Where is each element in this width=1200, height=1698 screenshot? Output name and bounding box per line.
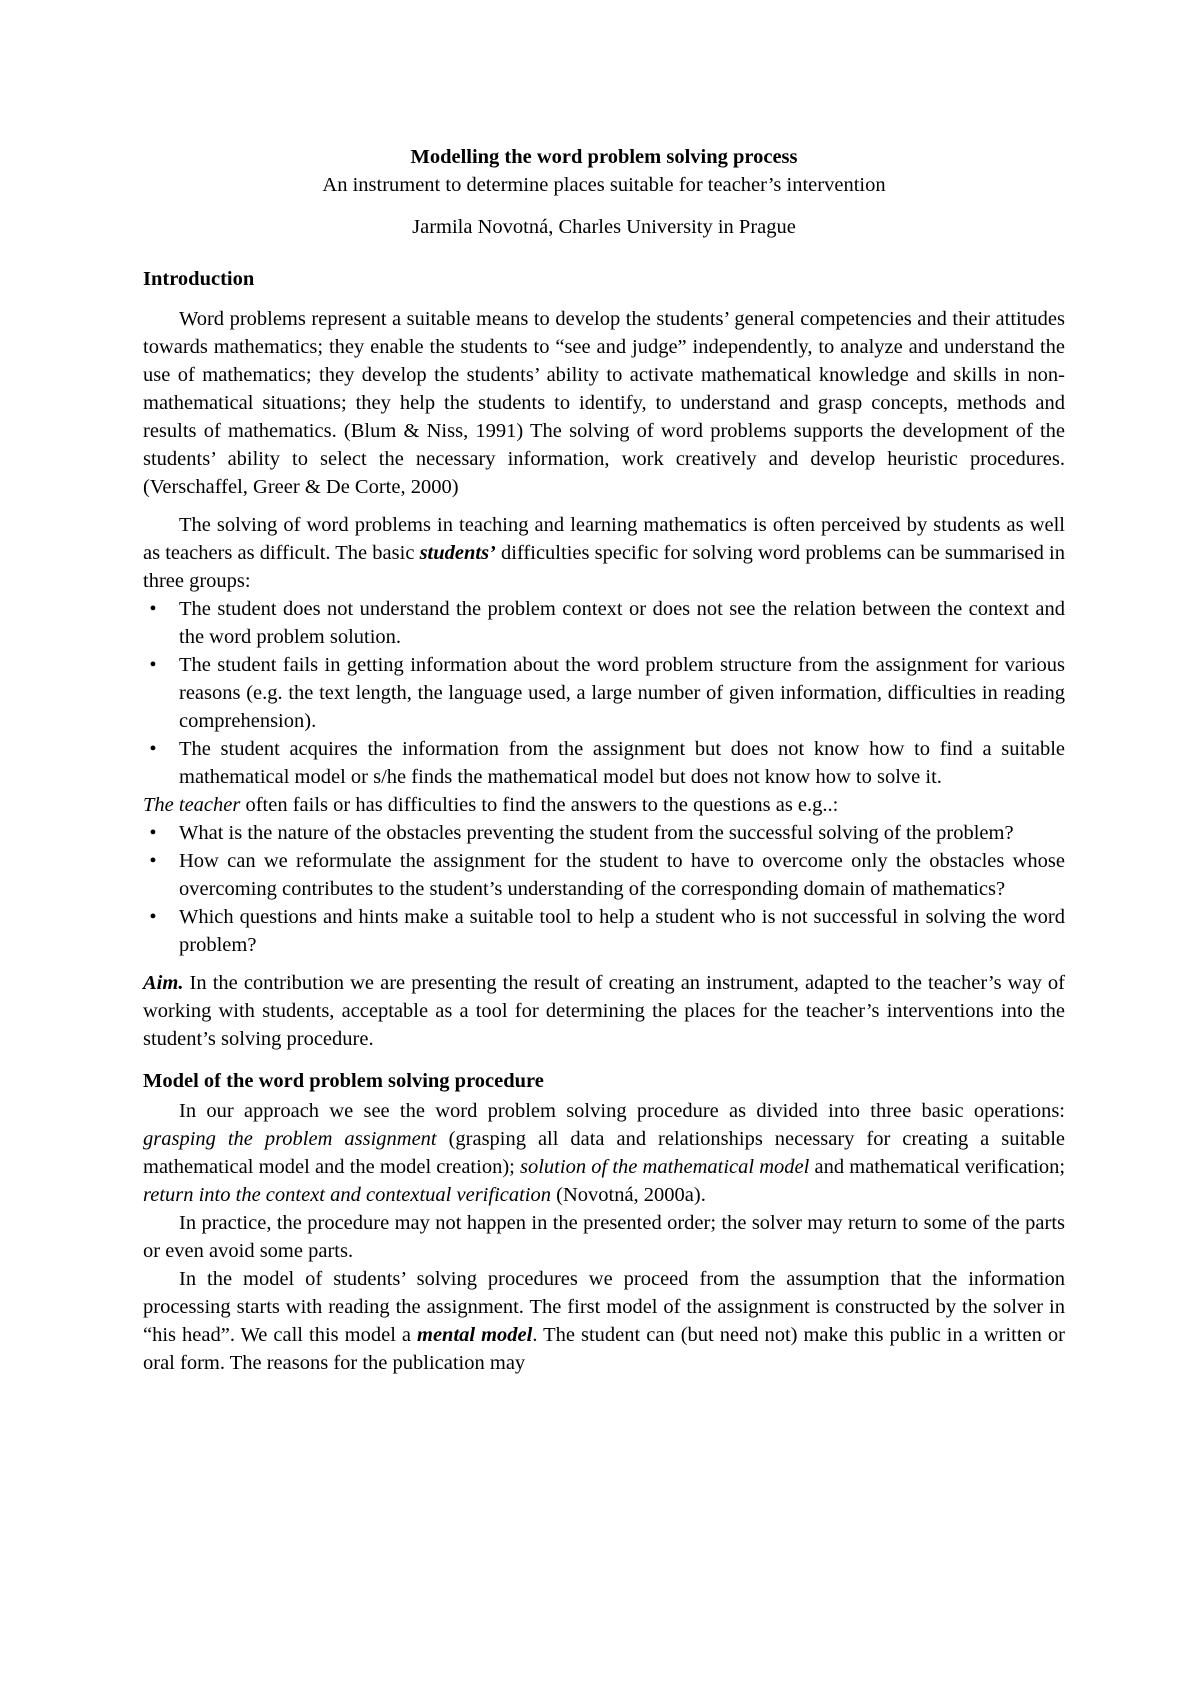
list-item-text: What is the nature of the obstacles preventing the student from the successful solving of the problem?	[179, 822, 1014, 844]
list-item	[143, 903, 1065, 959]
bullet-icon: •	[149, 822, 157, 844]
bullet-icon: •	[149, 738, 157, 760]
list-item-text: The student does not understand the problem context or does not see the relation between the context and the word problem solution.	[179, 598, 1065, 648]
teacher-paragraph	[143, 791, 1065, 819]
paper-author: Jarmila Novotná, Charles University in Prague	[412, 216, 796, 238]
aim-paragraph	[143, 969, 1065, 1053]
paper-subtitle: An instrument to determine places suitable for teacher’s intervention	[322, 174, 886, 196]
intro-p2-text-b: difficulties specific for solving word problems can be summarised in three groups:	[143, 542, 1065, 592]
document-page	[143, 143, 1065, 1377]
list-item	[143, 819, 1065, 847]
intro-p2-text-a: The solving of word problems in teaching and learning mathematics is often perceived by students as well as teachers as difficult. The basic	[143, 514, 1065, 564]
intro-p2-emphasis: students’	[419, 542, 496, 564]
list-item	[143, 651, 1065, 735]
aim-label: Aim.	[143, 972, 184, 994]
aim-text: In the contribution we are presenting the result of creating an instrument, adapted to the teacher’s way of working with students, acceptable as a tool for determining the places for the teacher’s interventions into the student’s solving procedure.	[143, 972, 1065, 1050]
bullet-icon: •	[149, 598, 157, 620]
bullet-icon: •	[149, 850, 157, 872]
paper-title: Modelling the word problem solving process	[410, 146, 798, 168]
list-item-text: The student acquires the information from the assignment but does not know how to find a suitable mathematical model or s/he finds the mathematical model but does not know how to solve it.	[179, 738, 1065, 788]
model-p1-text-d: (Novotná, 2000a).	[551, 1184, 706, 1206]
model-paragraph-2: In practice, the procedure may not happen in the presented order; the solver may return to some of the parts or even avoid some parts.	[143, 1212, 1065, 1262]
title-block	[143, 143, 1065, 241]
model-p1-text-c: and mathematical verification;	[809, 1156, 1066, 1178]
intro-paragraph-2	[143, 511, 1065, 595]
model-p1-emphasis-2: solution of the mathematical model	[520, 1156, 810, 1178]
teacher-text: often fails or has difficulties to find the answers to the questions as e.g..:	[240, 794, 839, 816]
introduction-heading: Introduction	[143, 268, 255, 290]
bullet-icon: •	[149, 906, 157, 928]
model-p1-text-b: (grasping all data and relationships necessary for creating a suitable mathematical model and the model creation);	[143, 1128, 1065, 1178]
model-p1-emphasis-1: grasping the problem assignment	[143, 1128, 437, 1150]
model-p3-text-b: . The student can (but need not) make this public in a written or oral form. The reasons for the publication may	[143, 1324, 1065, 1374]
list-item-text: How can we reformulate the assignment for the student to have to overcome only the obstacles whose overcoming contributes to the student’s understanding of the corresponding domain of mathematics?	[179, 850, 1065, 900]
model-p1-text-a: In our approach we see the word problem solving procedure as divided into three basic operations:	[179, 1100, 1065, 1122]
teacher-emphasis: The teacher	[143, 794, 241, 816]
student-difficulties-list	[143, 595, 1065, 791]
bullet-icon: •	[149, 654, 157, 676]
intro-paragraph-1: Word problems represent a suitable means to develop the students’ general competencies and their attitudes towards mathematics; they enable the students to “see and judge” independently, to analyze and understand the use of mathematics; they develop the students’ ability to activate mathematical knowledge and skills in non-mathematical situations; they help the students to identify, to understand and grasp concepts, methods and results of mathematics. (Blum & Niss, 1991) The solving of word problems supports the development of the students’ ability to select the necessary information, work creatively and develop heuristic procedures. (Verschaffel, Greer & De Corte, 2000)	[143, 308, 1065, 498]
list-item	[143, 735, 1065, 791]
teacher-questions-list	[143, 819, 1065, 959]
model-paragraph-3	[143, 1265, 1065, 1377]
list-item-text: Which questions and hints make a suitable tool to help a student who is not successful in solving the word problem?	[179, 906, 1065, 956]
model-p3-text-a: In the model of students’ solving procedures we proceed from the assumption that the information processing starts with reading the assignment. The first model of the assignment is constructed by the solver in “his head”. We call this model a	[143, 1268, 1065, 1346]
model-paragraph-1	[143, 1097, 1065, 1209]
list-item	[143, 595, 1065, 651]
model-p3-emphasis: mental model	[417, 1324, 533, 1346]
model-p1-emphasis-3: return into the context and contextual verification	[143, 1184, 551, 1206]
model-heading: Model of the word problem solving procedure	[143, 1070, 544, 1092]
list-item-text: The student fails in getting information about the word problem structure from the assignment for various reasons (e.g. the text length, the language used, a large number of given information, difficulties in reading comprehension).	[179, 654, 1065, 732]
list-item	[143, 847, 1065, 903]
